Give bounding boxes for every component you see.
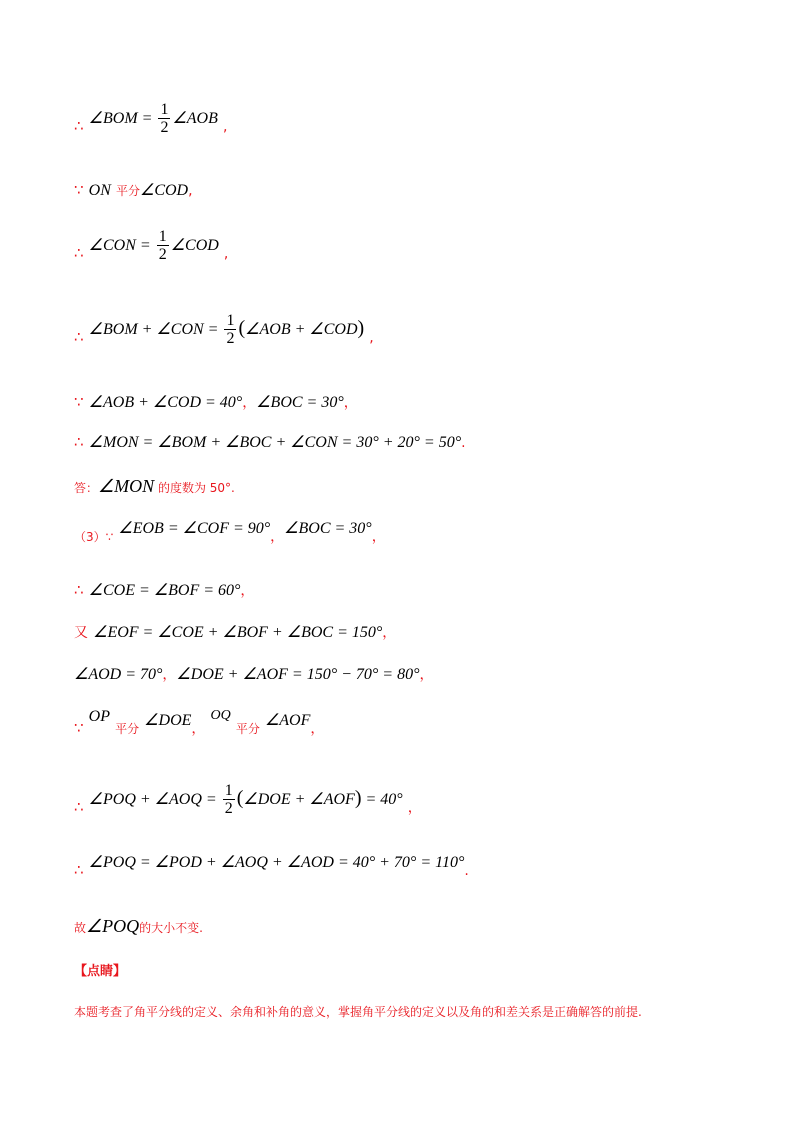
comment-heading: 【点睛】 — [74, 964, 127, 979]
answer-mon — [74, 476, 235, 498]
punctuation: , — [222, 119, 228, 135]
fraction: $\frac{1}{2}$ — [224, 782, 233, 817]
because-symbol: ∵ — [74, 719, 84, 737]
punctuation: , — [188, 183, 193, 199]
step-given-angles — [74, 392, 358, 413]
math-expr: = 40° — [361, 791, 403, 808]
conclusion-poq — [74, 916, 203, 938]
separator: ， — [242, 395, 257, 411]
math-expr: ∠CON = — [88, 237, 155, 254]
chinese-text: 又 — [74, 625, 88, 641]
chinese-text: 平分 — [115, 722, 140, 736]
math-expr: ∠DOE — [144, 712, 192, 729]
math-expr: ∠BOM + ∠CON = — [88, 321, 223, 338]
chinese-text: 的大小不变. — [139, 921, 203, 935]
therefore-symbol: ∴ — [74, 798, 84, 816]
step-bom-plus-con: ∴ ∠BOM + ∠CON = $\frac{1}{2}$ (∠AOB + ∠COD) , — [74, 312, 374, 347]
punctuation: ， — [419, 667, 434, 683]
math-expr: ∠BOC = 30° — [256, 394, 344, 411]
step-eof — [74, 622, 396, 643]
step-mon-sum — [74, 432, 466, 453]
step-con-half-cod — [74, 228, 228, 263]
part3-given — [74, 518, 386, 545]
part-label: （3）∵ — [74, 530, 114, 544]
math-expr: ∠AOB + ∠COD = 40° — [88, 394, 243, 411]
punctuation: , — [223, 246, 229, 262]
therefore-symbol: ∴ — [74, 581, 84, 599]
math-expr: ∠MON = ∠BOM + ∠BOC + ∠CON = 30° + 20° = 50° — [88, 434, 462, 451]
chinese-text: 答： — [74, 481, 99, 495]
math-expr: ∠DOE + ∠AOF = 150° − 70° = 80° — [176, 666, 420, 683]
step-aod-doe-aof — [74, 664, 433, 685]
math-expr: ∠POQ = ∠POD + ∠AOQ + ∠AOD = 40° + 70° = 110° — [88, 854, 465, 871]
separator: ， — [270, 529, 285, 545]
punctuation: . — [461, 435, 466, 451]
step-bom-half-aob — [74, 101, 227, 136]
math-expr: ∠MON — [98, 476, 155, 496]
math-expr: ∠COE = ∠BOF = 60° — [88, 582, 241, 599]
therefore-symbol: ∴ — [74, 328, 84, 346]
punctuation: ， — [240, 583, 255, 599]
because-symbol: ∵ — [74, 181, 84, 199]
step-op-oq-bisect — [74, 708, 325, 737]
math-expr: OP — [88, 708, 110, 725]
therefore-symbol: ∴ — [74, 117, 84, 135]
separator: ， — [162, 667, 177, 683]
chinese-text: 平分 — [235, 722, 260, 736]
chinese-text: 的度数为 50°. — [154, 481, 235, 495]
math-expr: ∠EOF = ∠COE + ∠BOF + ∠BOC = 150° — [93, 624, 383, 641]
therefore-symbol: ∴ — [74, 244, 84, 262]
punctuation: ， — [371, 529, 386, 545]
punctuation: , — [369, 330, 374, 346]
punctuation: ， — [310, 721, 325, 737]
math-expr: ∠EOB = ∠COF = 90° — [118, 520, 271, 537]
punctuation: ， — [407, 800, 422, 816]
fraction: $\frac{1}{2}$ — [160, 101, 169, 136]
math-expr: ∠POQ + ∠AOQ = — [88, 791, 221, 808]
chinese-text: 故 — [74, 921, 87, 935]
math-expr: ON — [88, 182, 111, 199]
math-expr: ∠COD — [170, 237, 219, 254]
math-expr: ∠BOC = 30° — [284, 520, 372, 537]
math-expr: ∠AOD = 70° — [74, 666, 163, 683]
math-expr: ∠AOB + ∠COD — [245, 321, 358, 338]
punctuation: ， — [382, 625, 397, 641]
fraction: $\frac{1}{2}$ — [158, 228, 167, 263]
step-poq-plus-aoq: ∴ ∠POQ + ∠AOQ = $\frac{1}{2}$ (∠DOE + ∠AOF) = 40° ， — [74, 782, 422, 817]
math-expr: ∠COD — [139, 182, 189, 199]
math-expr: ∠POQ — [86, 916, 140, 936]
chinese-text: 平分 — [115, 184, 140, 198]
punctuation: ， — [343, 395, 358, 411]
math-expr: ∠BOM = — [88, 110, 157, 127]
math-expr: ∠AOB — [172, 110, 218, 127]
punctuation: . — [464, 863, 469, 879]
fraction: $\frac{1}{2}$ — [226, 312, 235, 347]
separator: ， — [191, 721, 206, 737]
therefore-symbol: ∴ — [74, 433, 84, 451]
therefore-symbol: ∴ — [74, 861, 84, 879]
comment-text: 本题考查了角平分线的定义、余角和补角的意义，掌握角平分线的定义以及角的和差关系是正确解答的前提. — [74, 1005, 642, 1019]
step-coe-bof — [74, 580, 254, 601]
step-on-bisects-cod — [74, 180, 193, 201]
step-poq-total — [74, 852, 469, 879]
math-expr: ∠DOE + ∠AOF — [243, 791, 355, 808]
math-expr: OQ — [210, 708, 231, 723]
math-expr: ∠AOF — [264, 712, 311, 729]
because-symbol: ∵ — [74, 393, 84, 411]
